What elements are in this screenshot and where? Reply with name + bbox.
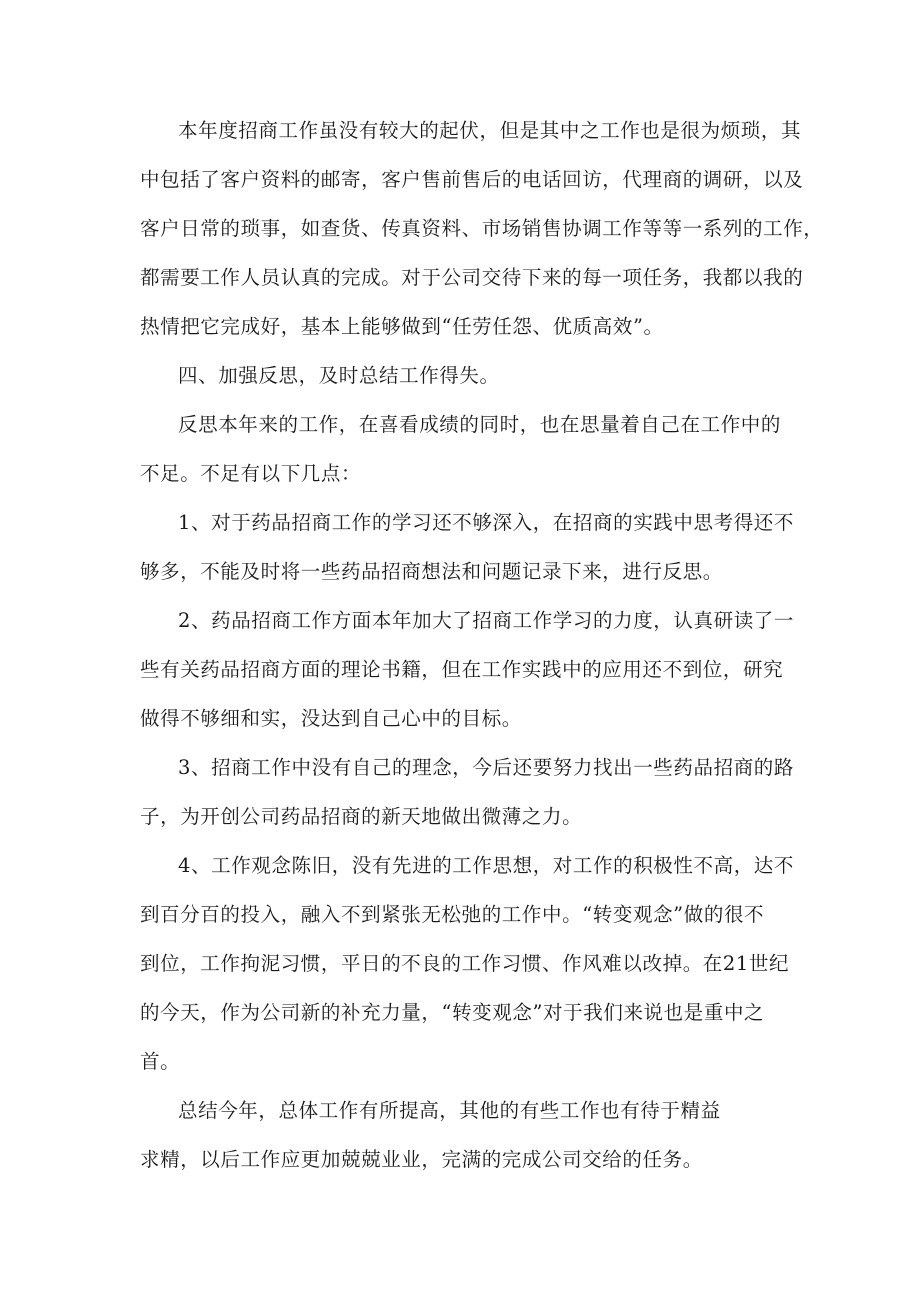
text-line: 些有关药品招商方面的理论书籍，但在工作实践中的应用还不到位，研究 xyxy=(140,658,784,681)
text-line: 子，为开创公司药品招商的新天地做出微薄之力。 xyxy=(140,805,583,828)
text-line: 中包括了客户资料的邮寄，客户售前售后的电话回访，代理商的调研，以及 xyxy=(140,168,804,191)
text-line: 热情把它完成好，基本上能够做到“任劳任怨、优质高效”。 xyxy=(140,315,664,338)
text-line: 总结今年，总体工作有所提高，其他的有些工作也有待于精益 xyxy=(178,1099,721,1122)
text-line: 4、工作观念陈旧，没有先进的工作思想，对工作的积极性不高，达不 xyxy=(178,854,795,877)
text-line: 够多，不能及时将一些药品招商想法和问题记录下来，进行反思。 xyxy=(140,560,723,583)
text-line: 到百分百的投入，融入不到紧张无松弛的工作中。“转变观念”做的很不 xyxy=(140,903,765,926)
text-line: 首。 xyxy=(140,1050,181,1073)
text-line: 客户日常的琐事，如查货、传真资料、市场销售协调工作等等一系列的工作， xyxy=(140,217,824,240)
text-line: 2、药品招商工作方面本年加大了招商工作学习的力度，认真研读了一 xyxy=(178,609,795,632)
text-line: 的今天，作为公司新的补充力量，“转变观念”对于我们来说也是重中之 xyxy=(140,1001,765,1024)
text-line: 3、招商工作中没有自己的理念，今后还要努力找出一些药品招商的路 xyxy=(178,756,795,779)
text-line: 不足。不足有以下几点： xyxy=(140,462,362,485)
text-line: 1、对于药品招商工作的学习还不够深入，在招商的实践中思考得还不 xyxy=(178,511,795,534)
text-line: 做得不够细和实，没达到自己心中的目标。 xyxy=(140,707,522,730)
text-line: 求精，以后工作应更加兢兢业业，完满的完成公司交给的任务。 xyxy=(140,1148,703,1171)
text-line: 反思本年来的工作，在喜看成绩的同时，也在思量着自己在工作中的 xyxy=(178,413,782,436)
text-line: 都需要工作人员认真的完成。对于公司交待下来的每一项任务，我都以我的 xyxy=(140,266,804,289)
section-heading: 四、加强反思，及时总结工作得失。 xyxy=(178,364,500,387)
text-line: 本年度招商工作虽没有较大的起伏，但是其中之工作也是很为烦琐，其 xyxy=(178,119,802,142)
text-line: 到位，工作拘泥习惯，平日的不良的工作习惯、作风难以改掉。在21世纪 xyxy=(140,952,790,975)
